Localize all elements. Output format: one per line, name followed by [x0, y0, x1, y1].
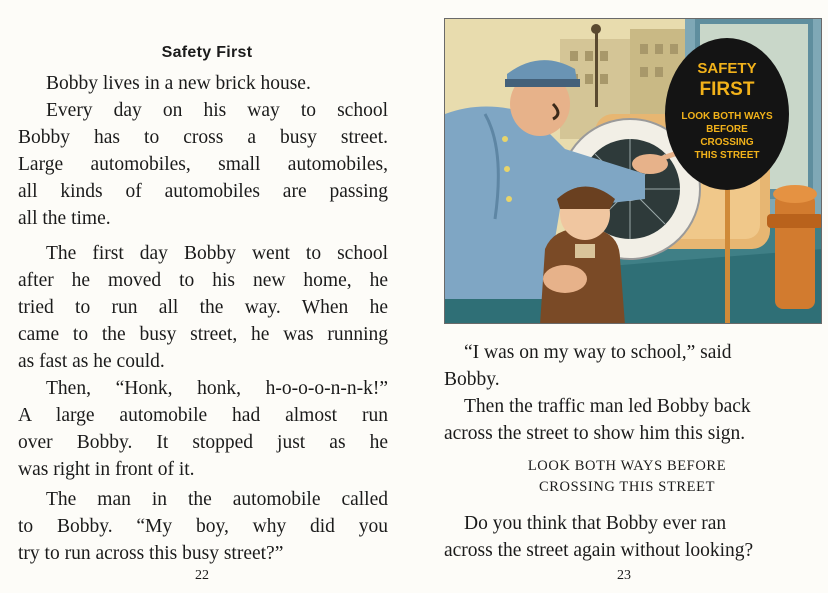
paragraph-2	[18, 97, 388, 232]
illustration-policeman-and-boy	[444, 18, 822, 324]
page-title: Safety First	[161, 44, 253, 61]
text-line: across the street to show him this sign.	[444, 423, 746, 444]
text-line: Bobby has to cross a busy street.	[18, 127, 388, 148]
notice-line: LOOK BOTH WAYS BEFORE	[527, 458, 727, 474]
text-line: The first day Bobby went to school	[46, 243, 388, 264]
boy-collar	[575, 244, 595, 258]
text-line: Every day on his way to school	[46, 100, 388, 121]
text-line: all the time.	[18, 208, 111, 229]
uniform-button	[504, 166, 510, 172]
page-number: 22	[195, 568, 209, 583]
sign-pole	[725, 179, 730, 324]
policeman-hand	[543, 265, 587, 293]
text-line: after he moved to his new home, he	[18, 270, 388, 291]
lamp-head	[591, 24, 601, 34]
text-line: Bobby.	[444, 369, 500, 390]
notice-line: CROSSING THIS STREET	[538, 479, 716, 495]
text-line: try to run across this busy street?”	[18, 543, 284, 564]
page-number: 23	[617, 568, 631, 583]
closing-paragraph	[444, 510, 810, 564]
illustration-art	[445, 19, 822, 324]
text-line: Then the traffic man led Bobby back	[464, 396, 751, 417]
text-line: Do you think that Bobby ever ran	[464, 513, 727, 534]
lamp-post	[595, 27, 598, 107]
text-line: over Bobby. It stopped just as he	[18, 432, 388, 453]
text-line: Then, “Honk, honk, h-o-o-o-n-n-k!”	[46, 378, 388, 399]
sign-text: THIS STREET	[694, 150, 760, 161]
hydrant-ring	[767, 214, 822, 228]
sign-text: FIRST	[699, 79, 755, 100]
text-line: came to the busy street, he was running	[18, 324, 388, 345]
uniform-button	[502, 136, 508, 142]
text-line: all kinds of automobiles are passing	[18, 181, 388, 202]
text-line: A large automobile had almost run	[18, 405, 388, 426]
sign-text: CROSSING	[700, 137, 754, 148]
sign-text: SAFETY	[697, 60, 757, 77]
text-line: “I was on my way to school,” said	[464, 342, 732, 363]
cap-brim	[505, 79, 580, 87]
paragraph-1	[18, 70, 388, 97]
right-paragraph-2	[444, 393, 810, 447]
text-line: was right in front of it.	[18, 459, 195, 480]
text-line: as fast as he could.	[18, 351, 165, 372]
text-line: Bobby lives in a new brick house.	[46, 73, 311, 94]
right-paragraph-1	[444, 339, 810, 393]
text-line: to Bobby. “My boy, why did you	[18, 516, 388, 537]
paragraph-4	[18, 375, 388, 483]
right-page	[414, 0, 828, 593]
text-line: The man in the automobile called	[46, 489, 388, 510]
hydrant-cap	[773, 185, 817, 203]
paragraph-5	[18, 486, 388, 567]
text-line: Large automobiles, small automobiles,	[18, 154, 388, 175]
text-line: tried to run all the way. When he	[18, 297, 388, 318]
hydrant-body	[775, 194, 815, 309]
sign-notice	[444, 456, 810, 498]
sign-text: BEFORE	[706, 124, 748, 135]
uniform-button	[506, 196, 512, 202]
paragraph-3	[18, 240, 388, 375]
sign-text: LOOK BOTH WAYS	[681, 111, 773, 122]
text-line: across the street again without looking?	[444, 540, 754, 561]
